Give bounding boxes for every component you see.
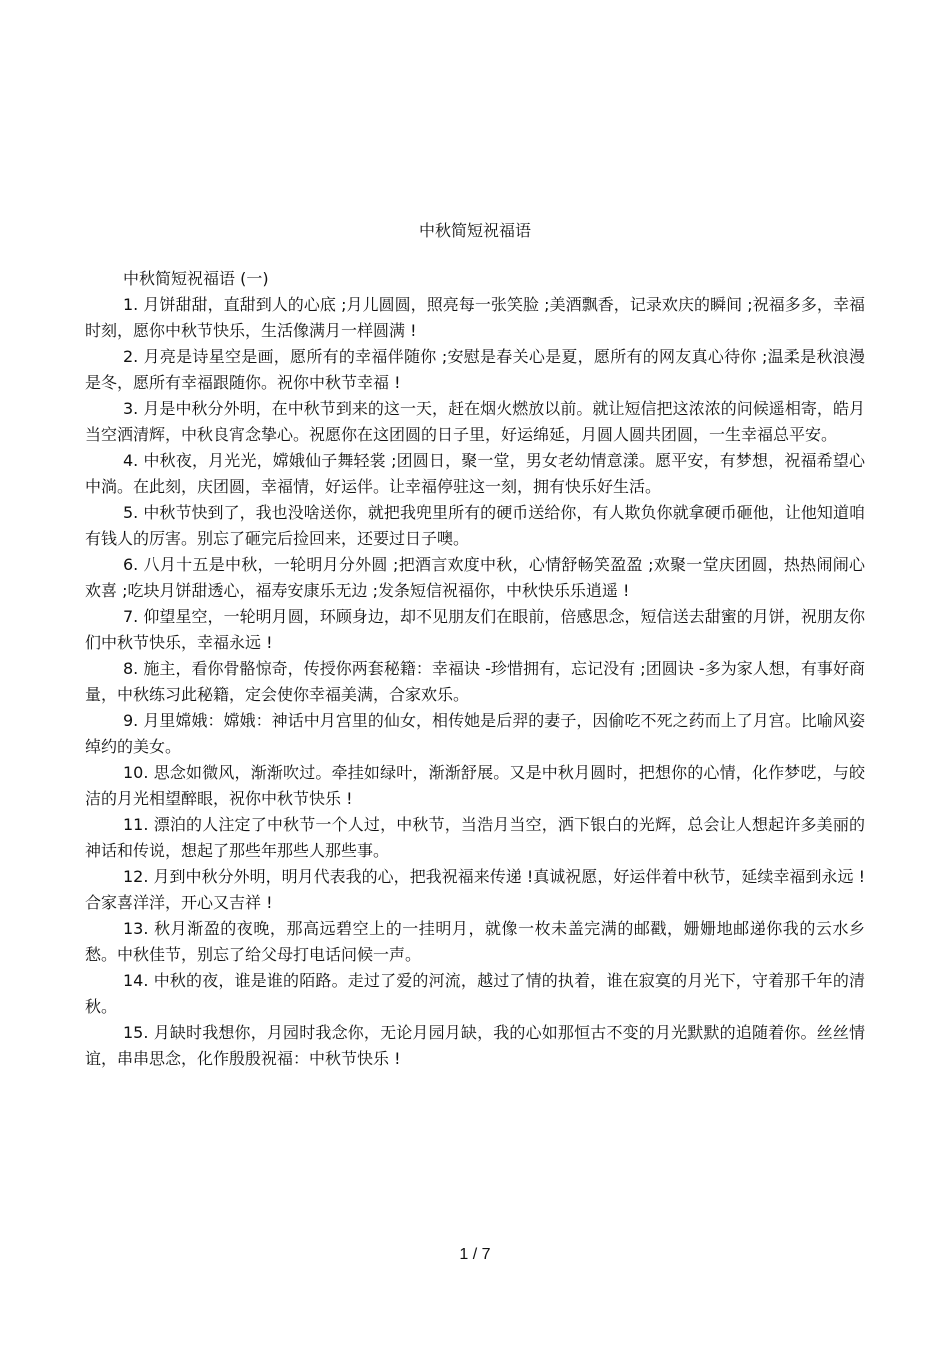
blessing-paragraph: 11. 漂泊的人注定了中秋节一个人过，中秋节，当浩月当空，洒下银白的光辉，总会让人想起许多美丽的神话和传说，想起了那些年那些人那些事。 — [85, 815, 865, 860]
blessing-paragraph: 6. 八月十五是中秋，一轮明月分外圆 ;把酒言欢度中秋，心情舒畅笑盈盈 ;欢聚一堂庆团圆，热热闹闹心欢喜 ;吃块月饼甜透心，福寿安康乐无边 ;发条短信祝福你，中秋快乐乐逍遥 ! — [85, 555, 865, 600]
document-body — [85, 266, 865, 1072]
blessing-paragraph: 1. 月饼甜甜，直甜到人的心底 ;月儿圆圆，照亮每一张笑脸 ;美酒飘香，记录欢庆的瞬间 ;祝福多多，幸福时刻，愿你中秋节快乐，生活像满月一样圆满 ! — [85, 295, 865, 340]
blessing-paragraph: 9. 月里嫦娥：嫦娥：神话中月宫里的仙女，相传她是后羿的妻子，因偷吃不死之药而上了月宫。比喻风姿绰约的美女。 — [85, 711, 865, 756]
blessing-paragraph: 10. 思念如微风，渐渐吹过。牵挂如绿叶，渐渐舒展。又是中秋月圆时，把想你的心情，化作梦呓，与皎洁的月光相望醉眼，祝你中秋节快乐 ! — [85, 763, 865, 808]
blessing-paragraph: 8. 施主，看你骨骼惊奇，传授你两套秘籍：幸福诀 -珍惜拥有，忘记没有 ;团圆诀 -多为家人想，有事好商量，中秋练习此秘籍，定会使你幸福美满，合家欢乐。 — [85, 659, 865, 704]
section-title: 中秋简短祝福语 (一) — [123, 269, 269, 288]
blessing-paragraph: 14. 中秋的夜，谁是谁的陌路。走过了爱的河流，越过了情的执着，谁在寂寞的月光下，守着那千年的清秋。 — [85, 971, 865, 1016]
blessing-paragraph: 7. 仰望星空，一轮明月圆，环顾身边，却不见朋友们在眼前，倍感思念，短信送去甜蜜的月饼，祝朋友你们中秋节快乐，幸福永远 ! — [85, 607, 865, 652]
blessing-paragraph: 5. 中秋节快到了，我也没啥送你，就把我兜里所有的硬币送给你，有人欺负你就拿硬币砸他，让他知道咱有钱人的厉害。别忘了砸完后捡回来，还要过日子噢。 — [85, 503, 865, 548]
blessing-paragraph: 15. 月缺时我想你，月园时我念你，无论月园月缺，我的心如那恒古不变的月光默默的追随着你。丝丝情谊，串串思念，化作殷殷祝福：中秋节快乐 ! — [85, 1023, 865, 1068]
page-title: 中秋简短祝福语 — [418, 221, 531, 240]
page-number: 1 / 7 — [459, 1246, 491, 1263]
blessing-paragraph: 4. 中秋夜，月光光，嫦娥仙子舞轻裳 ;团圆日，聚一堂，男女老幼情意漾。愿平安，有梦想，祝福希望心中淌。在此刻，庆团圆，幸福情，好运伴。让幸福停驻这一刻，拥有快乐好生活。 — [85, 451, 865, 496]
blessing-paragraph: 2. 月亮是诗星空是画，愿所有的幸福伴随你 ;安慰是春关心是夏，愿所有的网友真心待你 ;温柔是秋浪漫是冬，愿所有幸福跟随你。祝你中秋节幸福 ! — [85, 347, 865, 392]
blessing-paragraph: 3. 月是中秋分外明，在中秋节到来的这一天，赶在烟火燃放以前。就让短信把这浓浓的问候遥相寄，皓月当空洒清辉，中秋良宵念挚心。祝愿你在这团圆的日子里，好运绵延，月圆人圆共团圆，一生幸福总平安。 — [85, 399, 865, 444]
blessing-paragraph: 13. 秋月渐盈的夜晚，那高远碧空上的一挂明月，就像一枚未盖完满的邮戳，姗姗地邮递你我的云水乡愁。中秋佳节，别忘了给父母打电话问候一声。 — [85, 919, 865, 964]
blessing-paragraph: 12. 月到中秋分外明，明月代表我的心，把我祝福来传递 !真诚祝愿，好运伴着中秋节，延续幸福到永远 !合家喜洋洋，开心又吉祥 ! — [85, 867, 865, 912]
